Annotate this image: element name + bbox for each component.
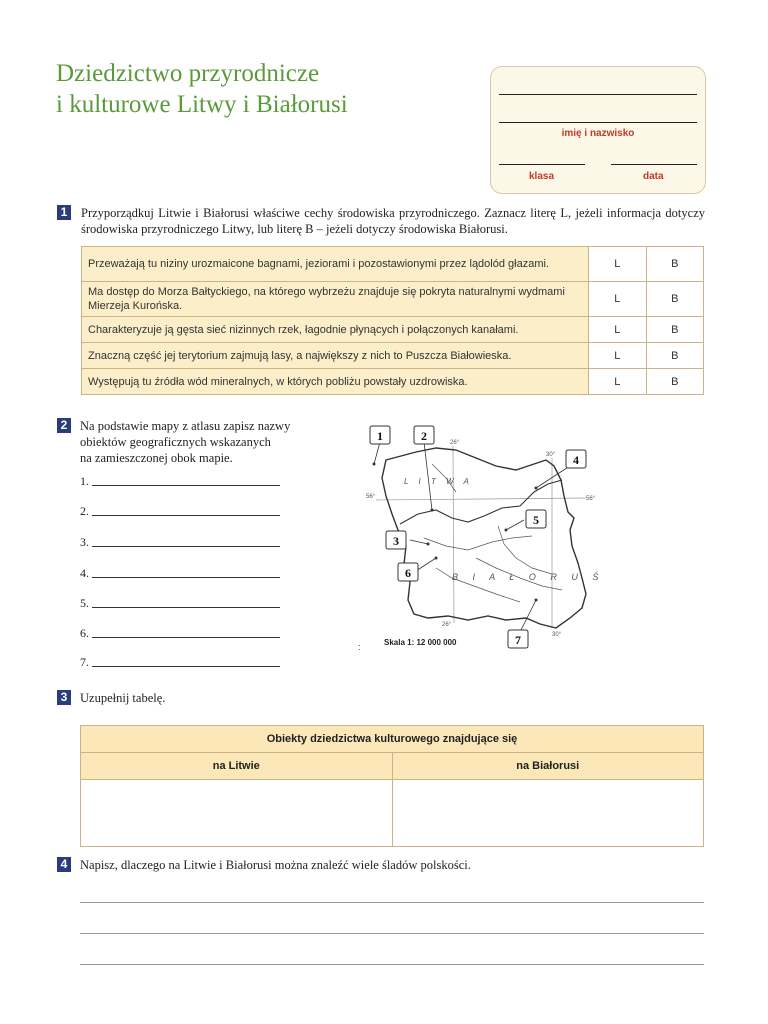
task-4-number: 4 (57, 857, 71, 872)
coord-label: 30° (546, 452, 556, 458)
answer-cell-lithuania[interactable] (81, 780, 393, 847)
option-b[interactable]: B (646, 282, 703, 317)
writing-line[interactable] (80, 964, 704, 965)
answer-row-3[interactable] (80, 535, 89, 550)
answer-row-5[interactable] (80, 596, 89, 611)
writing-line[interactable] (80, 933, 704, 934)
task-1-number: 1 (57, 205, 71, 220)
writing-line[interactable] (80, 902, 704, 903)
class-line[interactable] (499, 164, 585, 165)
name-line-2[interactable] (499, 122, 697, 123)
country-name-belarus: B I A Ł O R U Ś (452, 572, 605, 582)
name-line-1[interactable] (499, 94, 697, 95)
coord-label: 30° (552, 632, 562, 638)
task-3-number: 3 (57, 690, 71, 705)
coord-label: 26° (442, 622, 452, 628)
option-l[interactable]: L (589, 317, 646, 343)
task-3-instruction: Uzupełnij tabelę. (80, 691, 166, 705)
option-l[interactable]: L (589, 369, 646, 395)
date-label: data (643, 171, 664, 182)
answer-number: 2. (80, 504, 89, 518)
map-colon: : (358, 642, 361, 652)
callout-label: 7 (515, 633, 521, 647)
table-row (82, 317, 704, 343)
callout-label: 1 (377, 429, 383, 443)
student-info-box (490, 66, 706, 194)
answer-row-2[interactable] (80, 504, 89, 519)
answer-cell-belarus[interactable] (392, 780, 704, 847)
answer-number: 4. (80, 566, 89, 580)
table-row (82, 369, 704, 395)
option-l[interactable]: L (589, 247, 646, 282)
statement-text: Przeważają tu niziny urozmaicone bagnami, jeziorami i pozostawionymi przez lądolód głazami. (82, 247, 589, 282)
option-b[interactable]: B (646, 369, 703, 395)
statement-text: Charakteryzuje ją gęsta sieć nizinnych rzek, łagodnie płynących i połączonych kanałami. (82, 317, 589, 343)
option-l[interactable]: L (589, 343, 646, 369)
option-l[interactable]: L (589, 282, 646, 317)
name-label: imię i nazwisko (561, 128, 635, 139)
task-3-table (80, 725, 704, 847)
task-2-instruction-3: na zamieszczonej obok mapie. (80, 451, 233, 465)
date-line[interactable] (611, 164, 697, 165)
option-b[interactable]: B (646, 247, 703, 282)
callout-label: 4 (573, 453, 579, 467)
task-2-instruction-2: obiektów geograficznych wskazanych (80, 435, 271, 449)
task-4-instruction: Napisz, dlaczego na Litwie i Białorusi można znaleźć wiele śladów polskości. (80, 858, 471, 872)
lithuania-belarus-map (356, 418, 618, 652)
callout-label: 5 (533, 513, 539, 527)
task-2-number: 2 (57, 418, 71, 433)
callout-label: 2 (421, 429, 427, 443)
answer-number: 6. (80, 626, 89, 640)
table-row (82, 247, 704, 282)
map-grid (376, 446, 586, 628)
callout-label: 6 (405, 566, 411, 580)
statement-text: Znaczną część jej terytorium zajmują lasy, a największy z nich to Puszcza Białowieska. (82, 343, 589, 369)
table-row (82, 282, 704, 317)
table-title: Obiekty dziedzictwa kulturowego znajdujące się (81, 726, 704, 753)
class-label: klasa (529, 171, 555, 182)
answer-number: 3. (80, 535, 89, 549)
coord-label: 26° (450, 440, 460, 446)
title-line-1: Dziedzictwo przyrodnicze (56, 60, 320, 87)
answer-row-1[interactable] (80, 474, 89, 489)
answer-row-7[interactable] (80, 655, 89, 670)
coord-label: 56° (586, 496, 596, 502)
statement-text: Ma dostęp do Morza Bałtyckiego, na którego wybrzeżu znajduje się pokryta naturalnymi wydmami Mierzeja Kurońska. (82, 282, 589, 317)
option-b[interactable]: B (646, 317, 703, 343)
answer-row-4[interactable] (80, 566, 89, 581)
answer-number: 7. (80, 655, 89, 669)
table-row (82, 343, 704, 369)
task-1-instruction: Przyporządkuj Litwie i Białorusi właściwe cechy środowiska przyrodniczego. Zaznacz literę L, jeżeli informacja dotyczy środowiska przyrodniczego Litwy, lub literę B – jeżeli dotyczy środowiska Białorusi. (81, 206, 705, 236)
country-name-lithuania: L I T W A (404, 477, 473, 486)
task-2-instruction-1: Na podstawie mapy z atlasu zapisz nazwy (80, 419, 291, 433)
map-scale: Skala 1: 12 000 000 (384, 638, 457, 647)
title-line-2: i kulturowe Litwy i Białorusi (56, 91, 348, 118)
answer-row-6[interactable] (80, 626, 89, 641)
column-header-belarus: na Białorusi (392, 753, 704, 780)
callout-label: 3 (393, 534, 399, 548)
column-header-lithuania: na Litwie (81, 753, 393, 780)
coord-label: 56° (366, 494, 376, 500)
option-b[interactable]: B (646, 343, 703, 369)
answer-number: 1. (80, 474, 89, 488)
answer-number: 5. (80, 596, 89, 610)
task-1-table (81, 246, 704, 395)
page-title (56, 58, 348, 120)
statement-text: Występują tu źródła wód mineralnych, w których pobliżu powstały uzdrowiska. (82, 369, 589, 395)
